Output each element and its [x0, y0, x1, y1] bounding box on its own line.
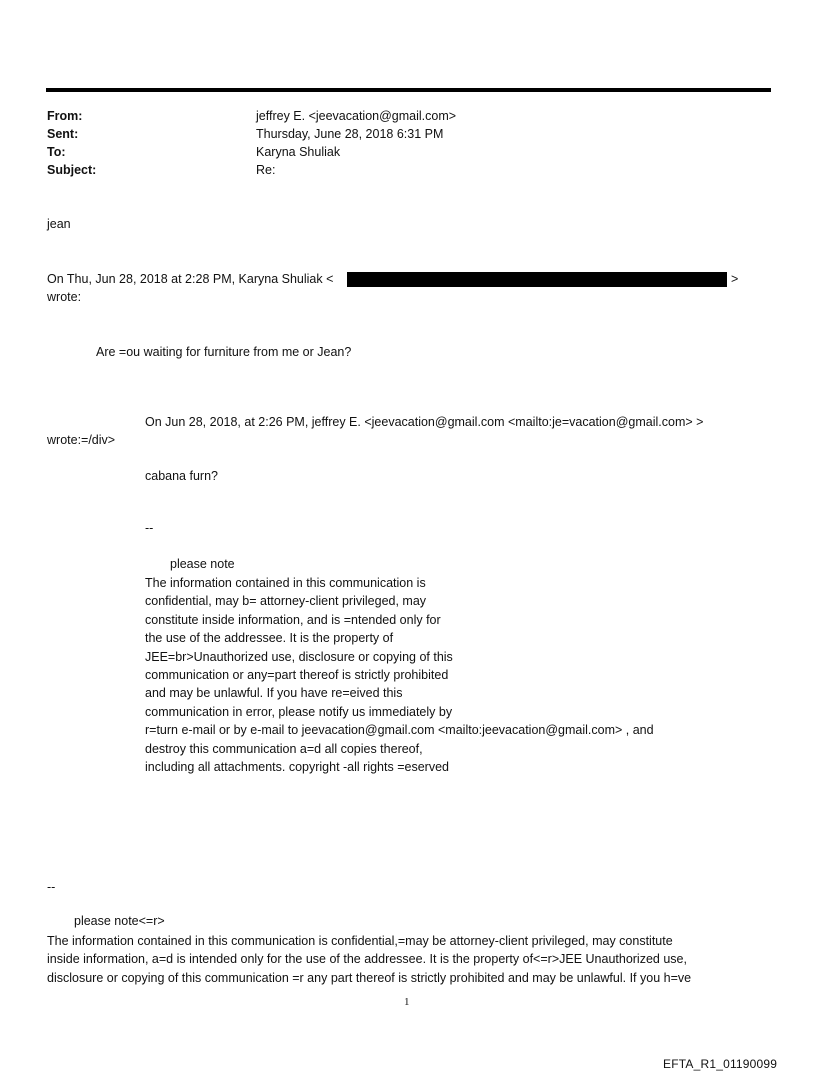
confidentiality-disclaimer: The information contained in this communication is confidential, may b= attorney-client privileged, may constitute inside information, and is =ntended only for the use of the addressee. It is the property of JEE=br>Unauthorized use, disclosure or copying of this communication or any=part thereof is strictly prohibited and may be unlawful. If you have re=eived this communication in error, please notify us immediately by r=turn e-mail or by e-mail to jeevacation@gmail.com <mailto:jeevacation@gmail.com> , and destroy this communication a=d all copies thereof, including all attachments. copyright -all rights =eserved [145, 576, 654, 775]
quote2-wrote: wrote:=/div> [47, 433, 116, 447]
signature-separator-outer: -- [47, 880, 56, 894]
quote2-text: cabana furn? [145, 469, 218, 483]
quote1-intro-end: > [731, 272, 739, 286]
sent-value: Thursday, June 28, 2018 6:31 PM [256, 127, 444, 141]
from-value: jeffrey E. <jeevacation@gmail.com> [256, 109, 457, 123]
quote1-intro: On Thu, Jun 28, 2018 at 2:28 PM, Karyna Shuliak < [47, 272, 334, 286]
subject-value: Re: [256, 163, 276, 177]
page-number: 1 [404, 996, 410, 1008]
bates-number: EFTA_R1_01190099 [663, 1057, 778, 1071]
quote1-wrote: wrote: [47, 290, 82, 304]
quote2-intro: On Jun 28, 2018, at 2:26 PM, jeffrey E. <jeevacation@gmail.com <mailto:je=vacation@gmail.com> > [145, 415, 704, 429]
signature-note-outer: please note<=r> [74, 914, 165, 928]
confidentiality-disclaimer-outer: The information contained in this communication is confidential,=may be attorney-client privileged, may constitute inside information, a=d is intended only for the use of the addressee. It is the property of<=r>JEE Unauthorized use, disclosure or copying of this communication =r any part thereof is strictly prohibited and may be unlawful. If you h=ve [47, 934, 692, 985]
signature-separator: -- [145, 521, 154, 535]
to-label: To: [47, 145, 66, 159]
quote1-text: Are =ou waiting for furniture from me or Jean? [96, 345, 352, 359]
from-label: From: [47, 109, 83, 123]
sent-label: Sent: [47, 127, 79, 141]
header-rule [46, 88, 771, 92]
subject-label: Subject: [47, 163, 97, 177]
signature-note: please note [170, 557, 235, 571]
to-value: Karyna Shuliak [256, 145, 341, 159]
redaction-bar [347, 272, 727, 287]
reply-text: jean [47, 217, 71, 231]
